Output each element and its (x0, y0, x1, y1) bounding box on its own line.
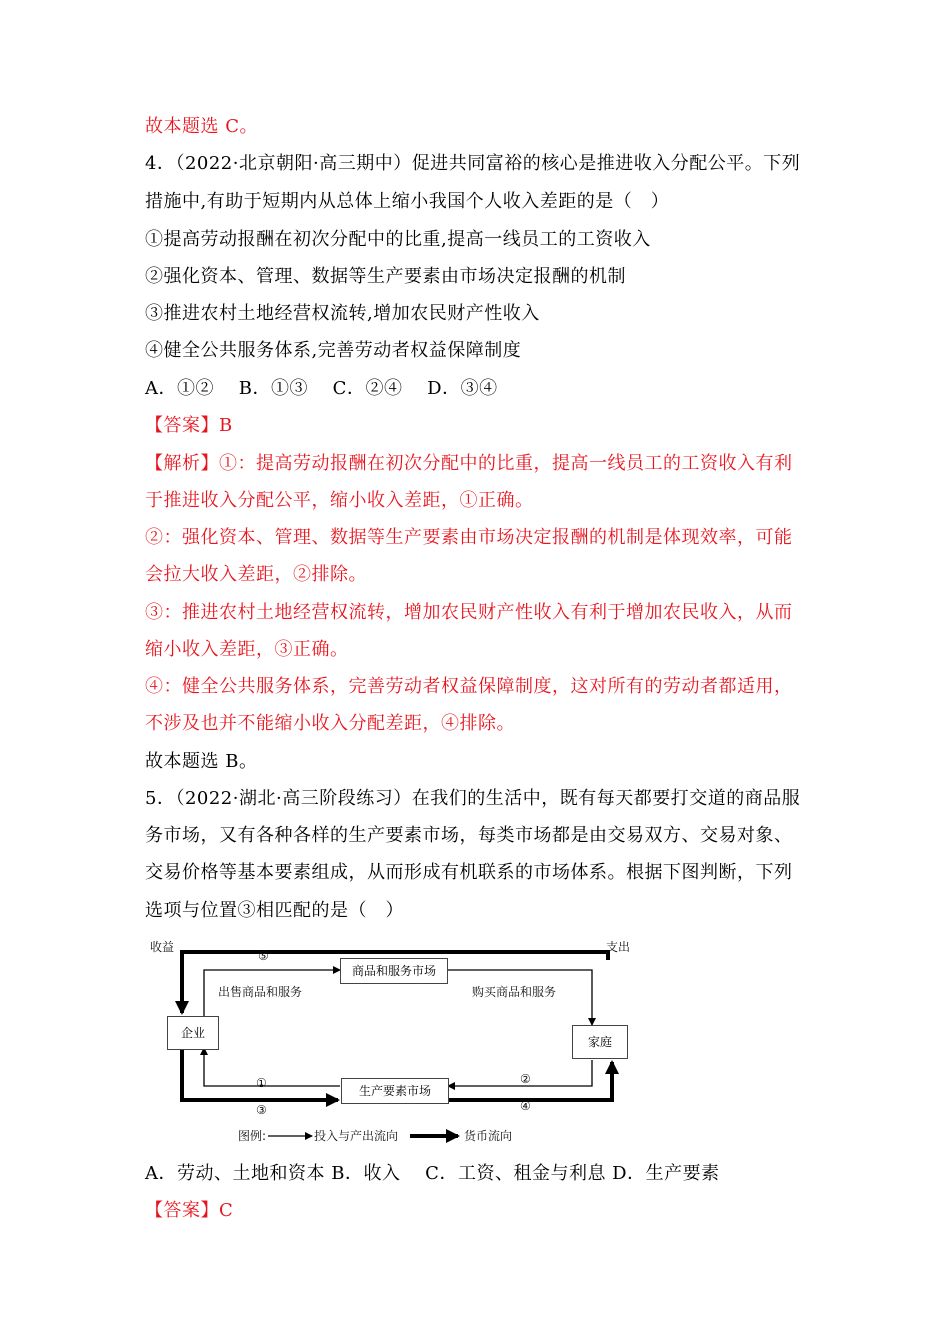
money-flow-3 (182, 1048, 338, 1100)
analysis-line: ④：健全公共服务体系，完善劳动者权益保障制度，这对所有的劳动者都适用， (145, 676, 793, 697)
legend-thin-label: 投入与产出流向 (314, 1129, 399, 1143)
flow-number-4: ④ (520, 1099, 531, 1113)
question-4-stem: 4．（2022·北京朝阳·高三期中）促进共同富裕的核心是推进收入分配公平。下列 (145, 153, 801, 174)
answer-line: 【答案】B (145, 415, 233, 436)
enterprise-box (167, 1016, 219, 1050)
legend-prefix: 图例: (238, 1129, 267, 1143)
factor-flow-1 (204, 1048, 340, 1086)
factor-market-label: 生产要素市场 (358, 1084, 431, 1098)
flow-number-2: ② (520, 1072, 531, 1086)
text-line: 故本题选 B。 (145, 751, 258, 772)
text-line: 务市场，又有各种各样的生产要素市场，每类市场都是由交易双方、交易对象、 (145, 825, 793, 846)
text-line: ④健全公共服务体系,完善劳动者权益保障制度 (145, 340, 522, 361)
enterprise-label: 企业 (180, 1026, 205, 1040)
analysis-line: 会拉大收入差距，②排除。 (145, 564, 367, 585)
text-line: ②强化资本、管理、数据等生产要素由市场决定报酬的机制 (145, 266, 626, 287)
analysis-line: 于推进收入分配公平，缩小收入差距，①正确。 (145, 490, 534, 511)
text-line: 交易价格等基本要素组成，从而形成有机联系的市场体系。根据下图判断，下列 (145, 862, 793, 883)
flow-number-3: ③ (256, 1103, 267, 1117)
analysis-line: 不涉及也并不能缩小收入分配差距，④排除。 (145, 713, 515, 734)
household-box (572, 1025, 628, 1059)
buy-goods-label: 购买商品和服务 (472, 985, 557, 999)
goods-services-market-box (340, 958, 448, 984)
question-5-stem: 5．（2022·湖北·高三阶段练习）在我们的生活中，既有每天都要打交道的商品服 (145, 788, 801, 809)
text-line: 故本题选 C。 (145, 116, 258, 137)
answer-line: 【答案】C (145, 1200, 234, 1221)
factor-market-box (341, 1078, 449, 1104)
analysis-line: ③：推进农村土地经营权流转，增加农民财产性收入有利于增加农民收入，从而 (145, 602, 793, 623)
household-label: 家庭 (587, 1035, 612, 1049)
text-line: ①提高劳动报酬在初次分配中的比重,提高一线员工的工资收入 (145, 229, 651, 250)
sell-goods-label: 出售商品和服务 (218, 985, 303, 999)
flow-number-1: ① (256, 1076, 267, 1090)
analysis-line: 【解析】①：提高劳动报酬在初次分配中的比重，提高一线员工的工资收入有利 (145, 453, 793, 474)
analysis-line: 缩小收入差距，③正确。 (145, 639, 349, 660)
text-line: 措施中,有助于短期内从总体上缩小我国个人收入差距的是（ ） (145, 191, 670, 212)
flow-number-5: ⑤ (258, 949, 269, 963)
text-line: 选项与位置③相匹配的是（ ） (145, 900, 404, 921)
income-label: 收益 (150, 940, 175, 954)
goods-services-market-label: 商品和服务市场 (351, 964, 436, 978)
expense-label: 支出 (606, 940, 631, 954)
question-4-options: A．①② B．①③ C．②④ D．③④ (145, 378, 498, 399)
market-flow-diagram (140, 930, 640, 1150)
text-line: ③推进农村土地经营权流转,增加农民财产性收入 (145, 303, 540, 324)
analysis-line: ②：强化资本、管理、数据等生产要素由市场决定报酬的机制是体现效率，可能 (145, 527, 793, 548)
legend-thick-label: 货币流向 (464, 1129, 513, 1143)
question-5-options: A．劳动、土地和资本 B．收入 C．工资、租金与利息 D．生产要素 (145, 1163, 720, 1184)
